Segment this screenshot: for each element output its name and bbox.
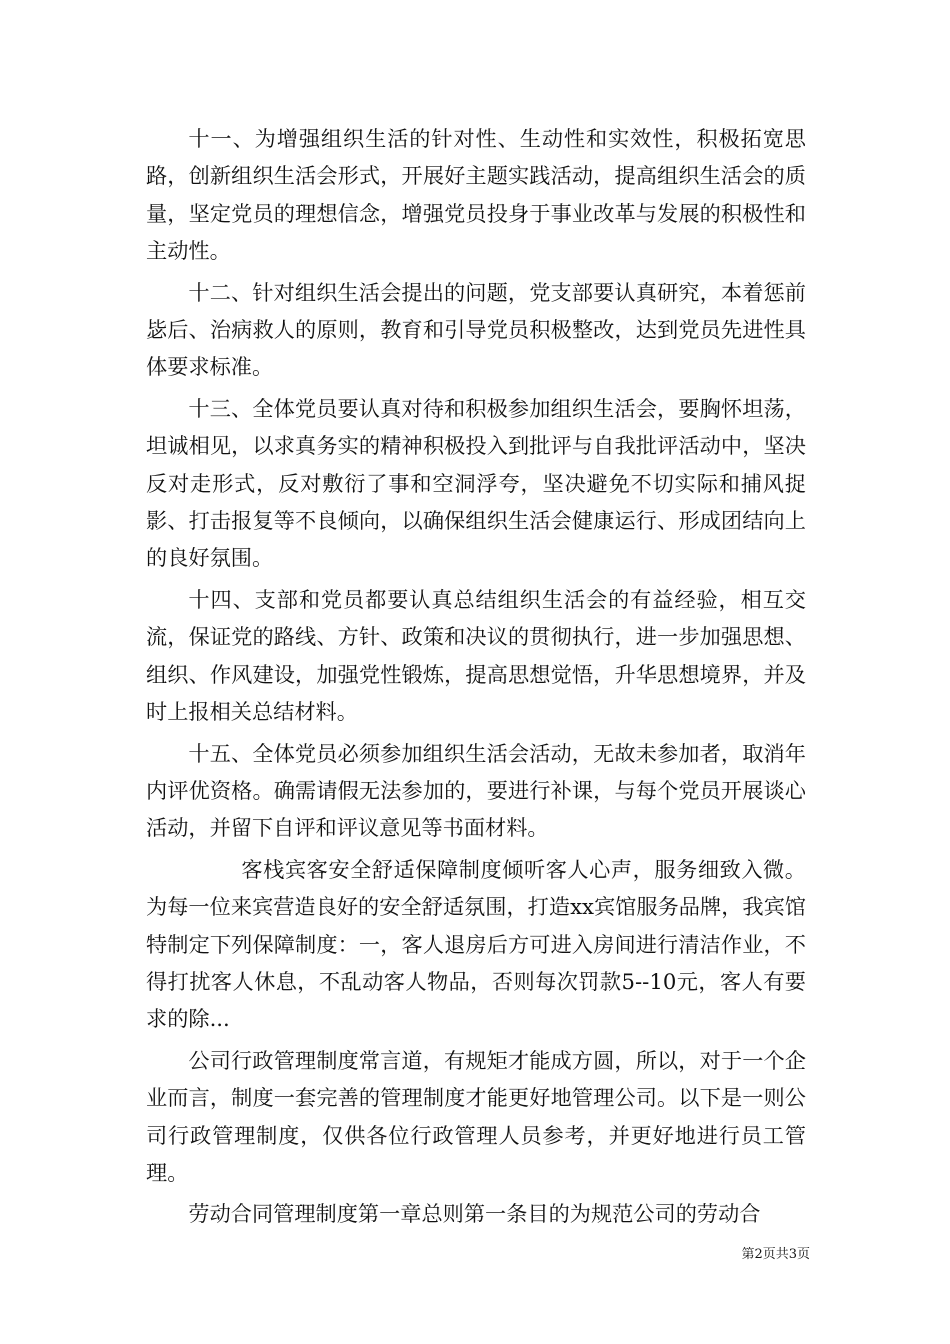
paragraph-article-12: 十二、针对组织生活会提出的问题，党支部要认真研究，本着惩前毖后、治病救人的原则，教育和引导党员积极整改，达到党员先进性具体要求标准。: [146, 279, 806, 380]
document-body: [146, 120, 806, 1237]
paragraph-labor-contract-policy: 劳动合同管理制度第一章总则第一条目的为规范公司的劳动合: [188, 1201, 761, 1227]
paragraph-article-15: 十五、全体党员必须参加组织生活会活动，无故未参加者，取消年内评优资格。确需请假无法参加的，要进行补课，与每个党员开展谈心活动，并留下自评和评议意见等书面材料。: [146, 740, 806, 841]
paragraph-article-14: 十四、支部和党员都要认真总结组织生活会的有益经验，相互交流，保证党的路线、方针、政策和决议的贯彻执行，进一步加强思想、组织、作风建设，加强党性锻炼，提高思想觉悟，升华思想境界，并及时上报相关总结材料。: [146, 586, 806, 725]
paragraph-article-11: 十一、为增强组织生活的针对性、生动性和实效性，积极拓宽思路，创新组织生活会形式，开展好主题实践活动，提高组织生活会的质量，坚定党员的理想信念，增强党员投身于事业改革与发展的积极性和主动性。: [146, 126, 806, 264]
paragraph-article-13: 十三、全体党员要认真对待和积极参加组织生活会，要胸怀坦荡，坦诚相见，以求真务实的精神积极投入到批评与自我批评活动中，坚决反对走形式，反对敷衍了事和空洞浮夸，坚决避免不切实际和捕风捉影、打击报复等不良倾向，以确保组织生活会健康运行、形成团结向上的良好氛围。: [146, 395, 806, 571]
page-number-footer: 第2页共3页: [741, 1247, 810, 1262]
paragraph-guest-safety-policy: 客栈宾客安全舒适保障制度倾听客人心声，服务细致入微。为每一位来宾营造良好的安全舒适氛围，打造xx宾馆服务品牌，我宾馆特制定下列保障制度：一，客人退房后方可进入房间进行清洁作业，不得打扰客人休息，不乱动客人物品，否则每次罚款5--10元，客人有要求的除...: [146, 856, 806, 1032]
paragraph-admin-policy: 公司行政管理制度常言道，有规矩才能成方圆，所以，对于一个企业而言，制度一套完善的管理制度才能更好地管理公司。以下是一则公司行政管理制度，仅供各位行政管理人员参考，并更好地进行员工管理。: [146, 1047, 806, 1185]
